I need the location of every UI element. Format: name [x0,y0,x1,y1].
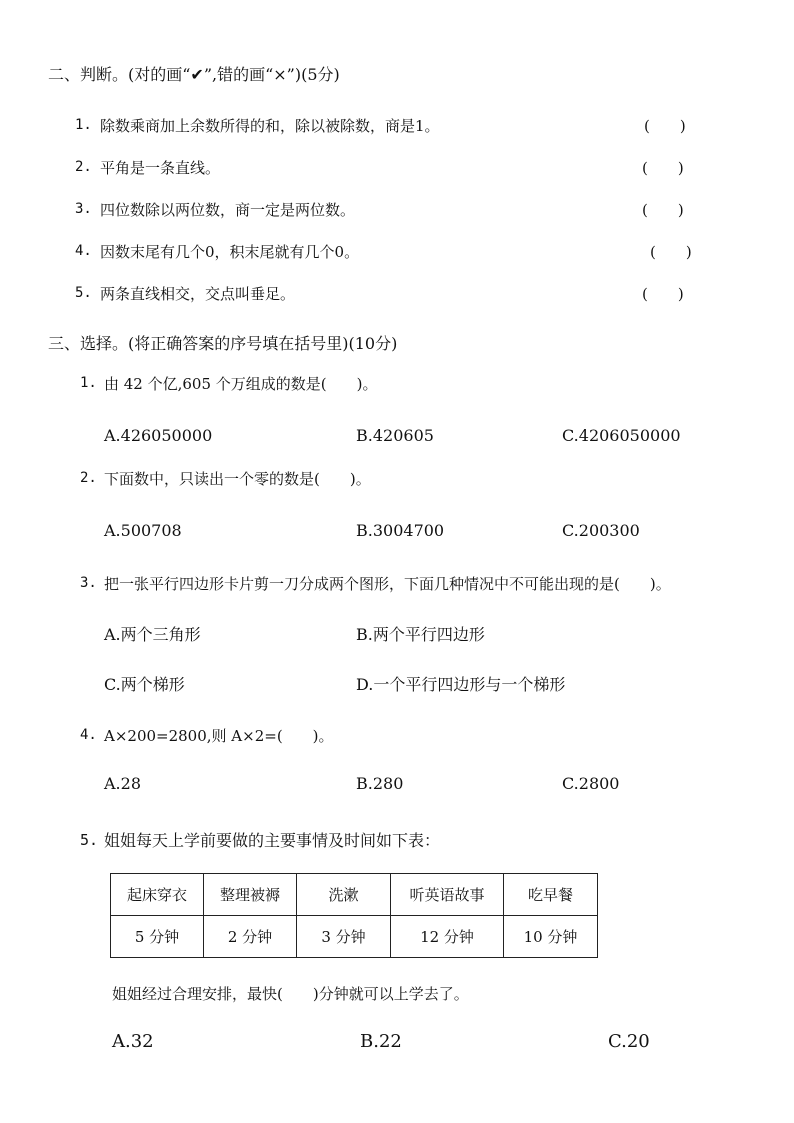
choice-1-option-c[interactable]: C.4206050000 [562,426,681,445]
choice-2-number: 2. [80,470,97,486]
judge-2-number: 2. [75,159,92,175]
choice-4-number: 4. [80,727,97,743]
choice-2-option-c[interactable]: C.200300 [562,521,640,540]
choice-4-option-c[interactable]: C.2800 [562,774,620,793]
judge-5-text: 两条直线相交，交点叫垂足。 [100,285,296,303]
choice-5-option-a[interactable]: A.32 [112,1031,154,1052]
judge-4-text: 因数末尾有几个0，积末尾就有几个0。 [100,243,360,261]
choice-1-option-a[interactable]: A.426050000 [104,426,213,445]
choice-3-option-a[interactable]: A.两个三角形 [104,625,201,644]
choice-3-option-d[interactable]: D.一个平行四边形与一个梯形 [356,675,566,694]
judge-4-number: 4. [75,243,92,259]
choice-3-text: 把一张平行四边形卡片剪一刀分成两个图形，下面几种情况中不可能出现的是( )。 [104,575,671,593]
choice-2-text: 下面数中，只读出一个零的数是( )。 [104,470,371,488]
choice-2-option-b[interactable]: B.3004700 [356,521,445,540]
choice-5-number: 5. [80,831,99,849]
table-header-cell: 起床穿衣 [111,874,204,916]
judge-5-number: 5. [75,285,92,301]
table-cell: 2 分钟 [204,916,297,958]
schedule-table [110,873,598,958]
choice-4-text: A×200=2800,则 A×2=( )。 [104,727,334,745]
table-cell: 3 分钟 [297,916,391,958]
choice-5-text: 姐姐每天上学前要做的主要事情及时间如下表： [104,831,441,850]
table-header-row [111,874,598,916]
choice-3-number: 3. [80,575,97,591]
choice-5-option-c[interactable]: C.20 [608,1031,650,1052]
choice-4-option-a[interactable]: A.28 [104,774,141,793]
table-header-cell: 吃早餐 [504,874,598,916]
table-cell: 5 分钟 [111,916,204,958]
table-header-cell: 听英语故事 [391,874,504,916]
judge-3-text: 四位数除以两位数，商一定是两位数。 [100,201,356,219]
judge-2-answer-blank[interactable]: ( ) [642,159,684,177]
choice-3-option-c[interactable]: C.两个梯形 [104,675,185,694]
judge-1-text: 除数乘商加上余数所得的和，除以被除数，商是1。 [100,117,440,135]
table-cell: 12 分钟 [391,916,504,958]
section-2-title: 二、判断。(对的画“✔”,错的画“×”)(5分) [48,65,340,84]
choice-3-option-b[interactable]: B.两个平行四边形 [356,625,485,644]
judge-1-answer-blank[interactable]: ( ) [644,117,686,135]
choice-2-option-a[interactable]: A.500708 [104,521,182,540]
judge-1-number: 1. [75,117,92,133]
choice-1-number: 1. [80,375,97,391]
judge-5-answer-blank[interactable]: ( ) [642,285,684,303]
judge-2-text: 平角是一条直线。 [100,159,221,177]
section-3-title: 三、选择。(将正确答案的序号填在括号里)(10分) [48,334,398,353]
choice-5-question: 姐姐经过合理安排，最快( )分钟就可以上学去了。 [112,985,469,1003]
table-header-cell: 整理被褥 [204,874,297,916]
choice-5-option-b[interactable]: B.22 [360,1031,402,1052]
judge-4-answer-blank[interactable]: ( ) [650,243,692,261]
table-header-cell: 洗漱 [297,874,391,916]
table-row [111,916,598,958]
judge-3-number: 3. [75,201,92,217]
choice-1-option-b[interactable]: B.420605 [356,426,434,445]
choice-1-text: 由 42 个亿,605 个万组成的数是( )。 [104,375,378,393]
choice-4-option-b[interactable]: B.280 [356,774,404,793]
judge-3-answer-blank[interactable]: ( ) [642,201,684,219]
table-cell: 10 分钟 [504,916,598,958]
